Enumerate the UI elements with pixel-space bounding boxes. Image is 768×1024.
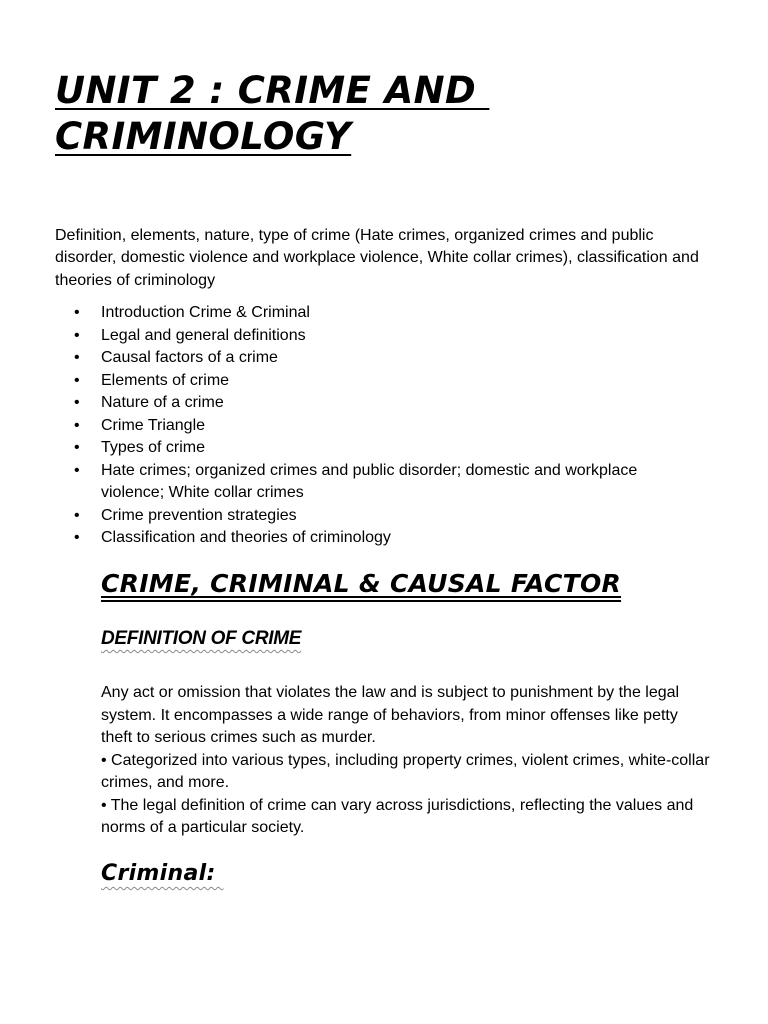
list-item-text: Causal factors of a crime — [101, 349, 278, 366]
bullet-icon: • — [74, 349, 80, 366]
list-item-text: Nature of a crime — [101, 394, 224, 411]
list-item — [55, 415, 695, 438]
bullet-icon: • — [74, 394, 80, 411]
list-item — [55, 527, 695, 550]
topic-list — [55, 302, 695, 550]
list-item — [55, 325, 695, 348]
list-item-text: Types of crime — [101, 439, 206, 456]
bullet-icon: • — [74, 506, 80, 524]
list-item-text: Legal and general definitions — [101, 326, 306, 344]
bullet-icon: • — [74, 461, 80, 479]
page-title — [55, 68, 715, 160]
definition-body — [101, 682, 711, 840]
list-item — [55, 460, 695, 505]
definition-point: • Categorized into various types, including property crimes, violent crimes, white-collar crimes, and more. — [101, 751, 710, 791]
list-item-text: Crime prevention strategies — [101, 506, 297, 524]
bullet-icon: • — [74, 304, 80, 321]
definition-paragraph: Any act or omission that violates the law and is subject to punishment by the legal system. It encompasses a wide range of behaviors, from minor offenses like petty theft to serious crimes such as murder. — [101, 684, 680, 746]
title-line-1: UNIT 2 : CRIME AND — [55, 69, 490, 112]
list-item-text: Elements of crime — [101, 371, 230, 389]
list-item — [55, 370, 695, 393]
section-heading: CRIME, CRIMINAL & CAUSAL FACTOR — [101, 569, 622, 598]
definition-heading: DEFINITION OF CRIME — [101, 628, 302, 649]
intro-paragraph: Definition, elements, nature, type of crime (Hate crimes, organized crimes and public disorder, domestic violence and workplace violence, White collar crimes), classification and theories of criminology — [55, 227, 699, 289]
list-item — [55, 392, 695, 415]
title-line-2: CRIMINOLOGY — [55, 115, 352, 158]
list-item-text: Crime Triangle — [101, 416, 206, 434]
definition-point: • The legal definition of crime can vary across jurisdictions, reflecting the values and norms of a particular society. — [101, 796, 694, 836]
list-item-text: Hate crimes; organized crimes and public disorder; domestic and workplace violence; White collar crimes — [101, 461, 638, 501]
list-item — [55, 302, 695, 325]
bullet-icon: • — [74, 529, 80, 546]
bullet-icon: • — [74, 416, 80, 434]
bullet-icon: • — [74, 326, 80, 344]
criminal-heading: Criminal: — [101, 861, 224, 886]
list-item — [55, 437, 695, 460]
list-item-text: Classification and theories of criminology — [101, 529, 391, 546]
list-item — [55, 347, 695, 370]
bullet-icon: • — [74, 371, 80, 389]
list-item — [55, 505, 695, 528]
list-item-text: Introduction Crime & Criminal — [101, 304, 310, 321]
bullet-icon: • — [74, 439, 80, 456]
